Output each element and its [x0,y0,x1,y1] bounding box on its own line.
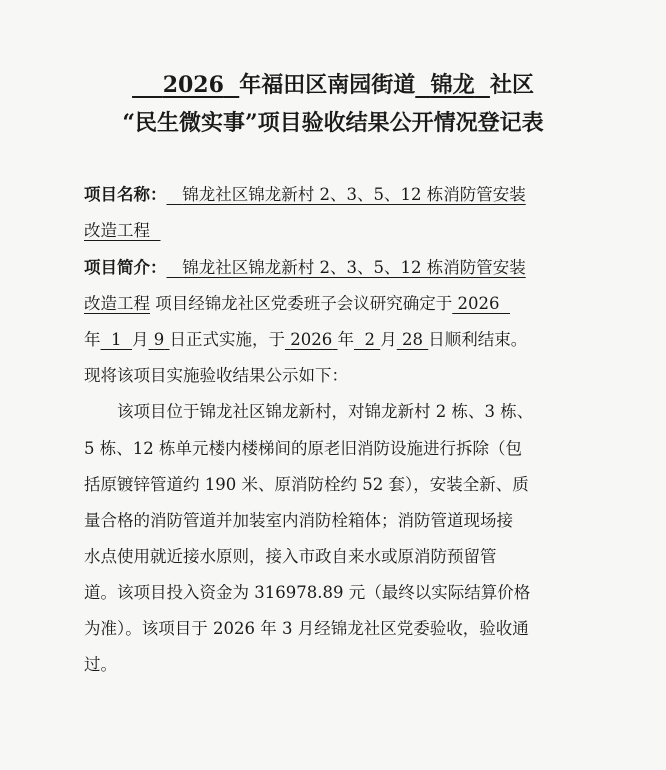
title-district: 年福田区南园街道 [239,72,416,98]
end-day-field: 28 [402,330,423,349]
notice-line: 现将该项目实施验收结果公示如下： [84,366,348,385]
intro-text-2: 日正式实施，于 [169,330,285,349]
intro-line-3 [84,328,527,352]
month-char-2: 月 [380,330,397,349]
project-intro-name-end: 改造工程 [84,294,150,313]
body-line: 5 栋、12 栋单元楼内楼梯间的原老旧消防设施进行拆除（包 [84,439,522,458]
intro-text-3: 日顺利结束。 [428,330,528,349]
body-line: 水点使用就近接水原则，接入市政自来水或原消防预留管 [84,547,497,566]
project-name-row [84,183,526,207]
year-field [132,72,239,98]
body-line: 过。 [84,655,117,674]
month-char-1: 月 [132,330,149,349]
title-community-suffix: 社区 [489,72,534,98]
body-line: 道。该项目投入资金为 316978.89 元（最终以实际结算价格 [84,583,531,602]
year-char-1: 年 [84,330,101,349]
body-line: 量合格的消防管道并加装室内消防栓箱体；消防管道现场接 [84,511,513,530]
end-month-field: 2 [364,330,375,349]
project-name-value: 锦龙社区锦龙新村 2、3、5、12 栋消防管安装 [182,185,526,204]
project-intro-name: 锦龙社区锦龙新村 2、3、5、12 栋消防管安装 [182,258,526,277]
intro-line-2 [84,292,510,316]
end-year-field: 2026 [290,330,333,349]
title-line-1 [0,68,666,99]
start-year-field: 2026 [457,294,500,313]
title-community: 锦龙 [430,72,475,98]
project-intro-row [84,256,526,280]
project-intro-label: 项目简介： [84,258,167,277]
body-line: 该项目位于锦龙社区锦龙新村，对锦龙新村 2 栋、3 栋、 [117,402,534,421]
year-char-2: 年 [337,330,354,349]
intro-text: 项目经锦龙社区党委班子会议研究确定于 [155,294,453,313]
title-year: 2026 [162,72,224,98]
start-month-field: 1 [111,330,122,349]
project-name-label: 项目名称： [84,185,167,204]
start-day-field: 9 [153,330,165,349]
community-field [415,72,490,98]
body-line: 为准）。该项目于 2026 年 3 月经锦龙社区党委验收，验收通 [84,619,529,638]
project-name-row-2 [84,219,161,243]
project-name-value-2: 改造工程 [84,221,150,240]
body-line: 括原镀锌管道约 190 米、原消防栓约 52 套），安装全新、质 [84,475,529,494]
title-line-2: “民生微实事”项目验收结果公开情况登记表 [122,110,544,136]
